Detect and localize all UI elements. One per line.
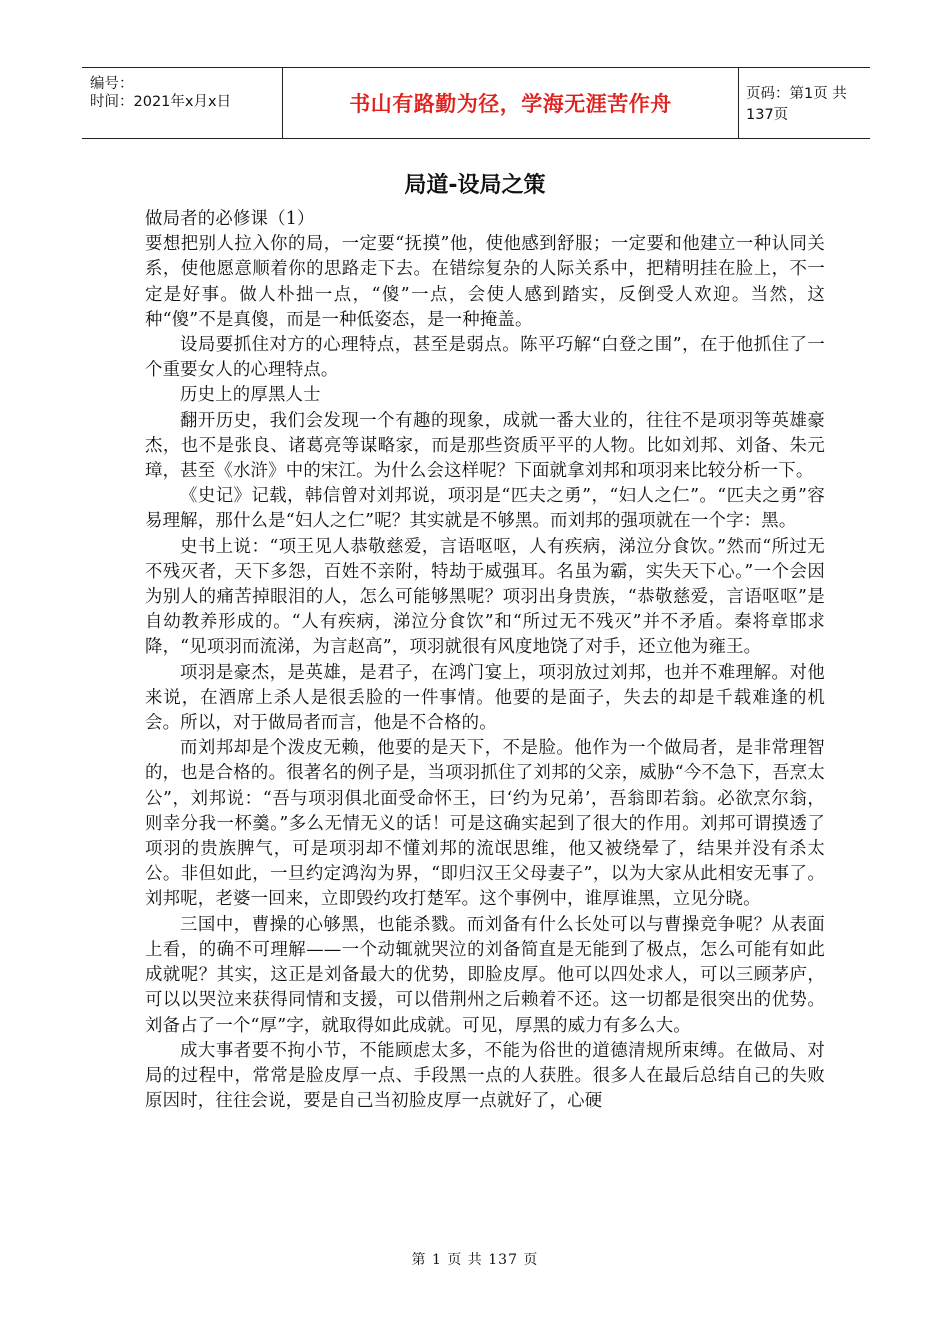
paragraph: 史书上说：“项王见人恭敬慈爱，言语呕呕，人有疾病，涕泣分食饮。”然而“所过无不残灭者，天下多怨，百姓不亲附，特劫于威强耳。名虽为霸，实失天下心。”一个会因为别人的痛苦掉眼泪的人，怎么可能够黑呢？项羽出身贵族，“恭敬慈爱，言语呕呕”是自幼教养形成的。“人有疾病，涕泣分食饮”和“所过无不残灭”并不矛盾。秦将章邯求降，“见项羽而流涕，为言赵高”，项羽就很有风度地饶了对手，还立他为雍王。 [145, 536, 825, 658]
paragraph: 而刘邦却是个泼皮无赖，他要的是天下，不是脸。他作为一个做局者，是非常理智的，也是合格的。很著名的例子是，当项羽抓住了刘邦的父亲，威胁“今不急下，吾烹太公”，刘邦说：“吾与项羽俱北面受命怀王，曰‘约为兄弟’，吾翁即若翁。必欲烹尔翁，则幸分我一杯羹。”多么无情无义的话！可是这确实起到了很大的作用。刘邦可谓摸透了项羽的贵族脾气，可是项羽却不懂刘邦的流氓思维，他又被绕晕了，结果并没有杀太公。非但如此，一旦约定鸿沟为界，“即归汉王父母妻子”，以为大家从此相安无事了。刘邦呢，老婆一回来，立即毁约攻打楚军。这个事例中，谁厚谁黑，立见分晓。 [145, 738, 825, 910]
paragraph: 设局要抓住对方的心理特点，甚至是弱点。陈平巧解“白登之围”，在于他抓住了一个重要女人的心理特点。 [145, 335, 825, 381]
document-number-label: 编号： [90, 76, 134, 92]
document-body [145, 207, 825, 1114]
paragraph: 成大事者要不拘小节，不能顾虑太多，不能为俗世的道德清规所束缚。在做局、对局的过程中，常常是脸皮厚一点、手段黑一点的人获胜。很多人在最后总结自己的失败原因时，往往会说，要是自己当初脸皮厚一点就好了，心硬 [145, 1040, 825, 1112]
section-heading: 历史上的厚黑人士 [180, 385, 321, 406]
paragraph: 翻开历史，我们会发现一个有趣的现象，成就一番大业的，往往不是项羽等英雄豪杰，也不是张良、诸葛亮等谋略家，而是那些资质平平的人物。比如刘邦、刘备、朱元璋，甚至《水浒》中的宋江。为什么会这样呢？下面就拿刘邦和项羽来比较分析一下。 [145, 410, 825, 482]
page-footer: 第 1 页 共 137 页 [411, 1252, 539, 1268]
header-motto-cell [282, 68, 739, 138]
document-date: 时间：2021年x月x日 [90, 94, 232, 110]
paragraph: 要想把别人拉入你的局，一定要“抚摸”他，使他感到舒服；一定要和他建立一种认同关系，使他愿意顺着你的思路走下去。在错综复杂的人际关系中，把精明挂在脸上，不一定是好事。做人朴拙一点，“傻”一点，会使人感到踏实，反倒受人欢迎。当然，这种“傻”不是真傻，而是一种低姿态，是一种掩盖。 [145, 234, 825, 330]
paragraph: 三国中，曹操的心够黑，也能杀戮。而刘备有什么长处可以与曹操竞争呢？从表面上看，的确不可理解——一个动辄就哭泣的刘备简直是无能到了极点，怎么可能有如此成就呢？其实，这正是刘备最大的优势，即脸皮厚。他可以四处求人，可以三顾茅庐，可以以哭泣来获得同情和支援，可以借荆州之后赖着不还。这一切都是很突出的优势。刘备占了一个“厚”字，就取得如此成就。可见，厚黑的威力有多么大。 [145, 914, 825, 1036]
section-heading: 做局者的必修课（1） [145, 209, 315, 229]
header-page-cell [738, 68, 870, 138]
header-page-info: 页码：第1页 共137页 [746, 86, 847, 123]
paragraph: 《史记》记载，韩信曾对刘邦说，项羽是“匹夫之勇”，“妇人之仁”。“匹夫之勇”容易理解，那什么是“妇人之仁”呢？其实就是不够黑。而刘邦的强项就在一个字：黑。 [145, 486, 825, 532]
header-meta-cell [82, 68, 282, 138]
page-header [82, 67, 870, 139]
header-motto: 书山有路勤为径，学海无涯苦作舟 [349, 92, 672, 116]
paragraph: 项羽是豪杰，是英雄，是君子，在鸿门宴上，项羽放过刘邦，也并不难理解。对他来说，在酒席上杀人是很丢脸的一件事情。他要的是面子，失去的却是千载难逢的机会。所以，对于做局者而言，他是不合格的。 [145, 662, 825, 734]
document-title: 局道-设局之策 [404, 173, 546, 198]
